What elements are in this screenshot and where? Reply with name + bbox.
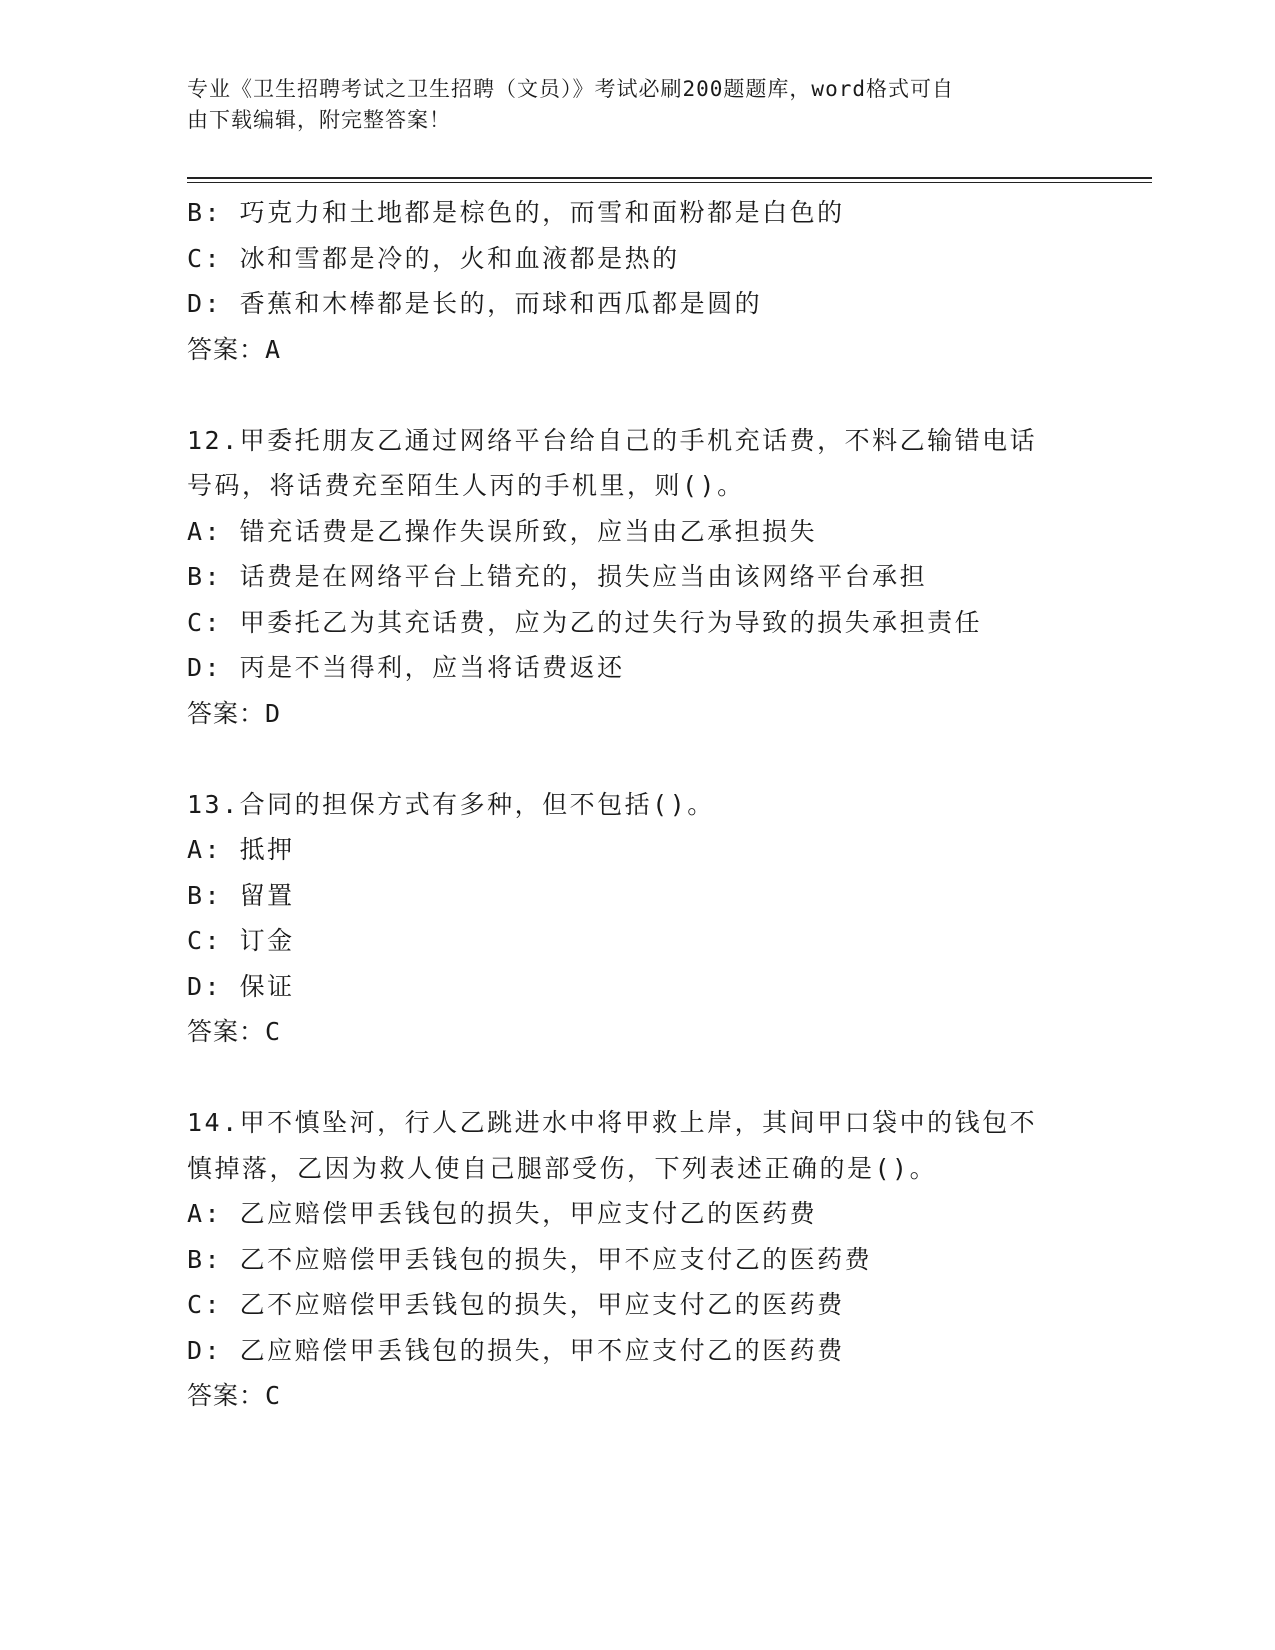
option-b: B: 话费是在网络平台上错充的，损失应当由该网络平台承担 [187,562,928,591]
answer-value: D [265,698,283,728]
option-b: B: 留置 [187,880,295,910]
question-text [187,1100,1087,1191]
question-12 [187,418,1087,737]
option-a: A: 抵押 [187,835,295,864]
option-b: B: 乙不应赔偿甲丢钱包的损失，甲不应支付乙的医药费 [187,1244,873,1274]
answer-value: A [265,334,283,364]
answer-label: 答案： [187,698,266,728]
answer-line [187,1009,1087,1055]
option-d: D: 保证 [187,971,295,1001]
answer-label: 答案： [187,334,266,364]
header-divider-thin [187,182,1152,183]
option-b: B: 巧克力和土地都是棕色的，而雪和面粉都是白色的 [187,198,845,227]
question-14 [187,1100,1087,1419]
question-text [187,782,1087,828]
question-carryover [187,190,1087,372]
option-a: A: 错充话费是乙操作失误所致，应当由乙承担损失 [187,516,818,546]
question-13 [187,782,1087,1055]
question-text-line: 14.甲不慎坠河，行人乙跳进水中将甲救上岸，其间甲口袋中的钱包不 [187,1108,1038,1137]
question-text [187,418,1087,509]
option-c: C: 乙不应赔偿甲丢钱包的损失，甲应支付乙的医药费 [187,1290,845,1319]
answer-line [187,691,1087,737]
option-c: C: 订金 [187,926,295,955]
option-a: A: 乙应赔偿甲丢钱包的损失，甲应支付乙的医药费 [187,1199,818,1228]
answer-line [187,327,1087,373]
header-line-1: 专业《卫生招聘考试之卫生招聘（文员）》考试必刷200题题库，word格式可自 [187,77,954,101]
option-c: C: 甲委托乙为其充话费，应为乙的过失行为导致的损失承担责任 [187,607,983,637]
question-text-line: 号码，将话费充至陌生人丙的手机里，则()。 [187,471,745,500]
option-d: D: 乙应赔偿甲丢钱包的损失，甲不应支付乙的医药费 [187,1335,845,1365]
header-divider-thick [187,177,1152,179]
answer-value: C [265,1381,283,1410]
question-list [187,190,1087,1419]
option-d: D: 丙是不当得利，应当将话费返还 [187,653,625,682]
page-header [187,74,1067,136]
answer-line [187,1373,1087,1419]
answer-value: C [265,1017,283,1046]
answer-label: 答案： [187,1017,266,1046]
header-line-2: 由下载编辑，附完整答案！ [187,108,451,132]
option-c: C: 冰和雪都是冷的，火和血液都是热的 [187,243,680,273]
question-text-line: 13.合同的担保方式有多种，但不包括()。 [187,789,715,819]
question-text-line: 慎掉落，乙因为救人使自己腿部受伤，下列表述正确的是()。 [187,1153,938,1183]
answer-label: 答案： [187,1381,266,1410]
option-d: D: 香蕉和木棒都是长的，而球和西瓜都是圆的 [187,289,763,318]
question-text-line: 12.甲委托朋友乙通过网络平台给自己的手机充话费，不料乙输错电话 [187,425,1038,455]
